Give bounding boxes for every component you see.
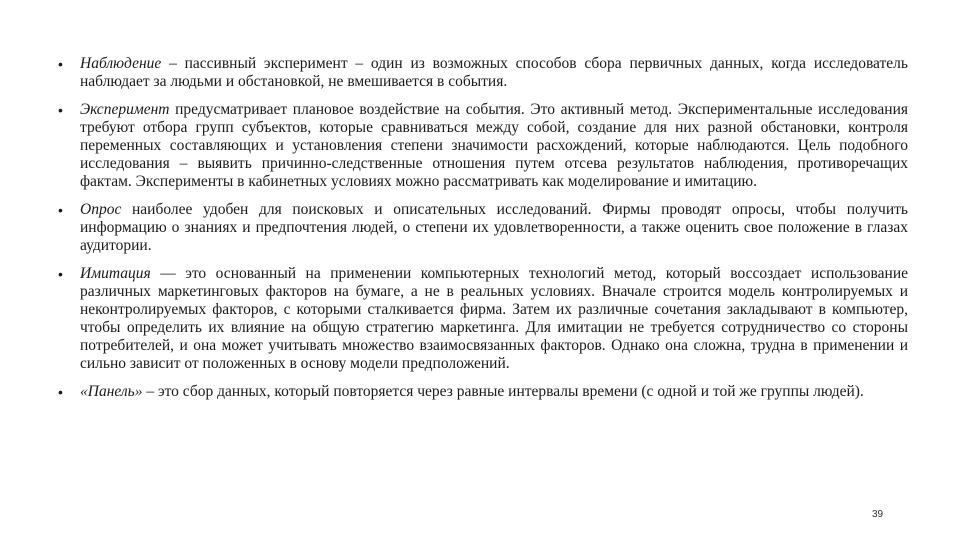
definition-experiment: предусматривает плановое воздействие на события. Это активный метод. Экспериментальные исследования требуют отбора групп субъектов, которые сравниваться между собой, создание для них разной обстановки, контроля переменных составляющих и установления степени значимости расхождений, которые наблюдаются. Цель подобного исследования – выявить причинно-следственные отношения путем отсева результатов наблюдения, противоречащих фактам. Эксперименты в кабинетных условиях можно рассматривать как моделирование и имитацию. <box>80 101 908 190</box>
term-survey: Опрос <box>80 201 122 218</box>
term-observation: Наблюдение <box>80 55 162 72</box>
list-item-simulation <box>56 265 908 373</box>
list-item-experiment <box>56 101 908 191</box>
term-experiment: Эксперимент <box>80 101 170 118</box>
definition-observation: – пассивный эксперимент – один из возможных способов сбора первичных данных, когда исследователь наблюдает за людьми и обстановкой, не вмешивается в события. <box>80 55 908 90</box>
bullet-list <box>56 55 908 411</box>
term-simulation: Имитация <box>80 265 151 282</box>
bullet-icon: • <box>58 384 63 400</box>
page-number: 39 <box>872 509 884 520</box>
definition-simulation: — это основанный на применении компьютерных технологий метод, который воссоздает использование различных маркетинговых факторов на бумаге, а не в реальных условиях. Вначале строится модель контролируемых и неконтролируемых факторов, с которыми сталкивается фирма. Затем их различные сочетания закладывают в компьютер, чтобы определить их влияние на общую стратегию маркетинга. Для имитации не требуется сотрудничество со стороны потребителей, и она может учитывать множество взаимосвязанных факторов. Однако она сложна, трудна в применении и сильно зависит от положенных в основу модели предположений. <box>80 265 908 372</box>
term-panel: «Панель» <box>80 383 143 400</box>
list-item-observation <box>56 55 908 91</box>
list-item-survey <box>56 201 908 255</box>
definition-panel: – это сбор данных, который повторяется через равные интервалы времени (с одной и той же группы людей). <box>142 383 864 400</box>
bullet-icon: • <box>58 202 63 218</box>
bullet-icon: • <box>58 102 63 118</box>
definition-survey: наиболее удобен для поисковых и описательных исследований. Фирмы проводят опросы, чтобы получить информацию о знаниях и предпочтения людей, о степени их удовлетворенности, а также оценить свое положение в глазах аудитории. <box>80 201 908 254</box>
list-item-panel <box>56 383 908 401</box>
bullet-icon: • <box>58 266 63 282</box>
bullet-icon: • <box>58 56 63 72</box>
